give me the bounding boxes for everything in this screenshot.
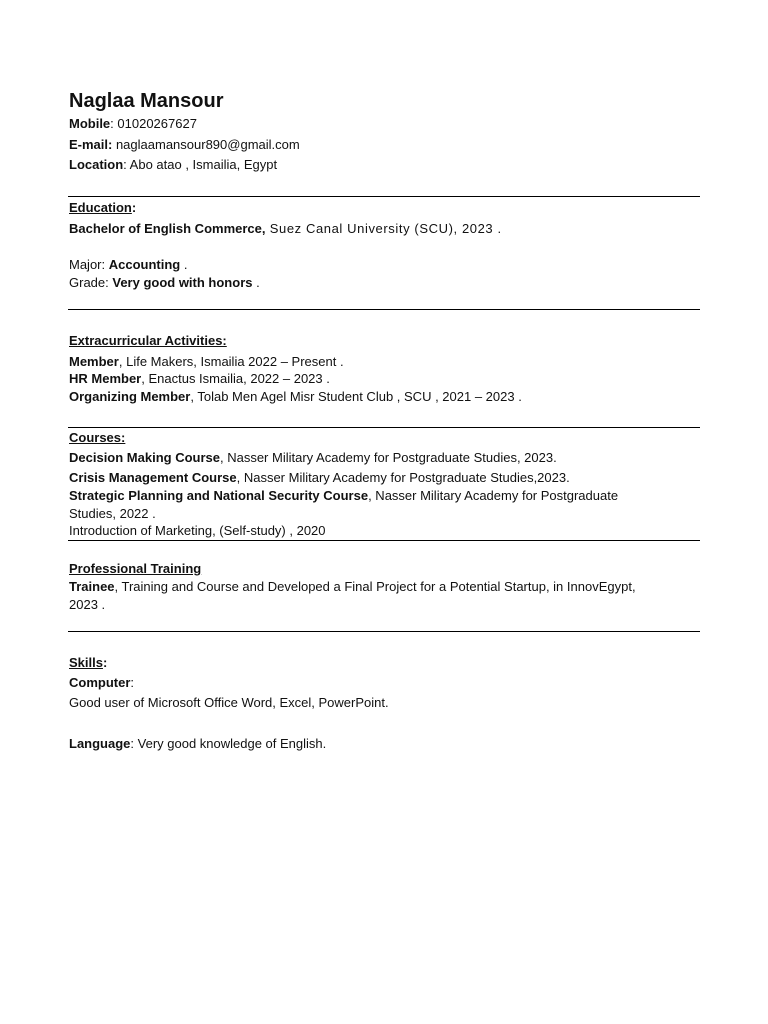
mobile-value: : 01020267627 (110, 116, 197, 131)
courses-heading: Courses: (69, 430, 126, 445)
training-item-continuation: 2023 . (69, 597, 106, 612)
computer-skills-label (69, 674, 134, 691)
computer-label-colon: : (130, 675, 135, 690)
course-detail: Introduction of Marketing, (Self-study) , 2020 (69, 523, 326, 538)
education-heading (69, 199, 136, 216)
degree-line (69, 220, 502, 237)
training-role: Trainee (69, 579, 115, 594)
course-item (69, 487, 618, 504)
skills-heading (69, 654, 107, 671)
divider (68, 196, 700, 197)
course-title: Decision Making Course (69, 450, 220, 465)
email-line (69, 136, 300, 153)
course-title: Crisis Management Course (69, 470, 237, 485)
language-label: Language (69, 736, 131, 751)
degree-value: Suez Canal University (SCU), 2023 . (265, 221, 502, 236)
course-item (69, 522, 326, 539)
activity-item (69, 370, 330, 387)
location-line (69, 156, 277, 173)
grade-line (69, 274, 260, 291)
activity-role: Member (69, 354, 119, 369)
computer-label: Computer (69, 675, 131, 690)
computer-skills-value: Good user of Microsoft Office Word, Excel, PowerPoint. (69, 695, 389, 710)
course-detail: , Nasser Military Academy for Postgraduate Studies, 2023. (219, 450, 557, 465)
skills-heading-colon: : (102, 655, 108, 670)
grade-value: Very good with honors (112, 275, 253, 290)
email-label: E-mail: (69, 137, 113, 152)
course-title: Strategic Planning and National Security Course (69, 488, 369, 503)
language-line (69, 735, 326, 752)
major-value: Accounting (108, 257, 181, 272)
email-value: naglaamansour890@gmail.com (112, 137, 300, 152)
course-item-continuation: Studies, 2022 . (69, 506, 156, 521)
location-label: Location (69, 157, 124, 172)
grade-suffix: . (252, 275, 260, 290)
course-detail: , Nasser Military Academy for Postgraduate (368, 488, 619, 503)
activity-item (69, 388, 522, 405)
major-suffix: . (180, 257, 188, 272)
major-line (69, 256, 187, 273)
divider (68, 631, 700, 632)
activity-role: Organizing Member (69, 389, 191, 404)
activity-role: HR Member (69, 371, 142, 386)
divider (68, 540, 700, 541)
training-detail: , Training and Course and Developed a Final Project for a Potential Startup, in InnovEgypt, (114, 579, 636, 594)
activity-detail: , Tolab Men Agel Misr Student Club , SCU , 2021 – 2023 . (190, 389, 522, 404)
course-item (69, 469, 570, 486)
mobile-label: Mobile (69, 116, 111, 131)
education-heading-colon: : (131, 200, 137, 215)
activities-heading: Extracurricular Activities: (69, 333, 227, 348)
degree-label: Bachelor of English Commerce, (69, 221, 266, 236)
education-heading-text: Education (69, 200, 132, 215)
language-value: : Very good knowledge of English. (130, 736, 327, 751)
major-label: Major: (69, 257, 109, 272)
course-detail: , Nasser Military Academy for Postgraduate Studies,2023. (236, 470, 570, 485)
location-value: : Abo atao , Ismailia, Egypt (123, 157, 278, 172)
training-item (69, 578, 636, 595)
divider (68, 427, 700, 428)
grade-label: Grade: (69, 275, 113, 290)
skills-heading-text: Skills (69, 655, 103, 670)
mobile-line (69, 115, 197, 132)
training-heading: Professional Training (69, 561, 202, 576)
activity-item (69, 353, 344, 370)
candidate-name: Naglaa Mansour (69, 90, 224, 112)
course-item (69, 449, 557, 466)
divider (68, 309, 700, 310)
activity-detail: , Life Makers, Ismailia 2022 – Present . (118, 354, 344, 369)
activity-detail: , Enactus Ismailia, 2022 – 2023 . (141, 371, 330, 386)
